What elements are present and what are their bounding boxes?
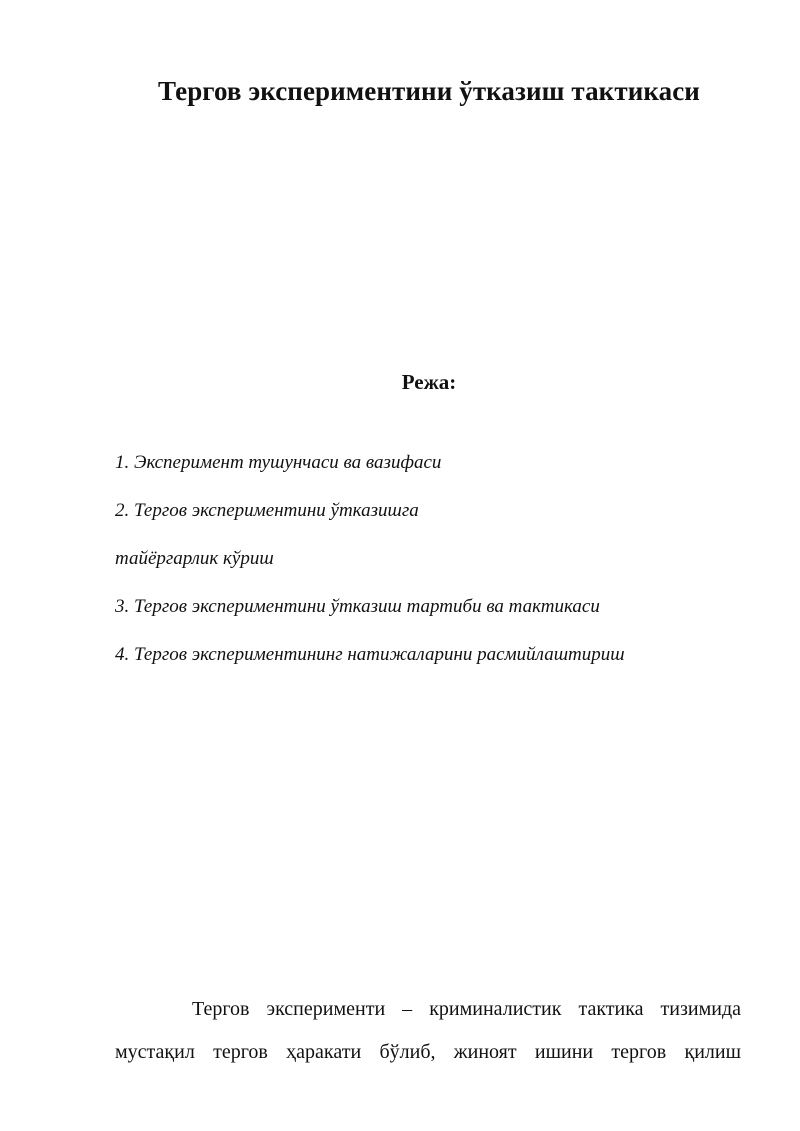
body-line-1: Тергов эксперименти – криминалистик тактика тизимида: [192, 998, 741, 1020]
body-paragraph: [115, 988, 741, 1074]
plan-heading: Режа:: [401, 370, 457, 394]
body-line-2: мустақил тергов ҳаракати бўлиб, жиноят ишини тергов қилиш: [115, 1041, 741, 1063]
plan-item-4: 4. Тергов экспериментининг натижаларини расмийлаштириш: [115, 644, 625, 665]
plan-item-3: 3. Тергов экспериментини ўтказиш тартиби ва тактикаси: [115, 596, 600, 617]
plan-list: [115, 451, 755, 691]
plan-item-2: 2. Тергов экспериментини ўтказишга: [115, 500, 419, 521]
plan-item-1: 1. Эксперимент тушунчаси ва вазифаси: [115, 452, 442, 473]
plan-item-2-continuation: тайёргарлик кўриш: [115, 548, 274, 569]
document-title: Тергов экспериментини ўтказиш тактикаси: [158, 76, 700, 106]
